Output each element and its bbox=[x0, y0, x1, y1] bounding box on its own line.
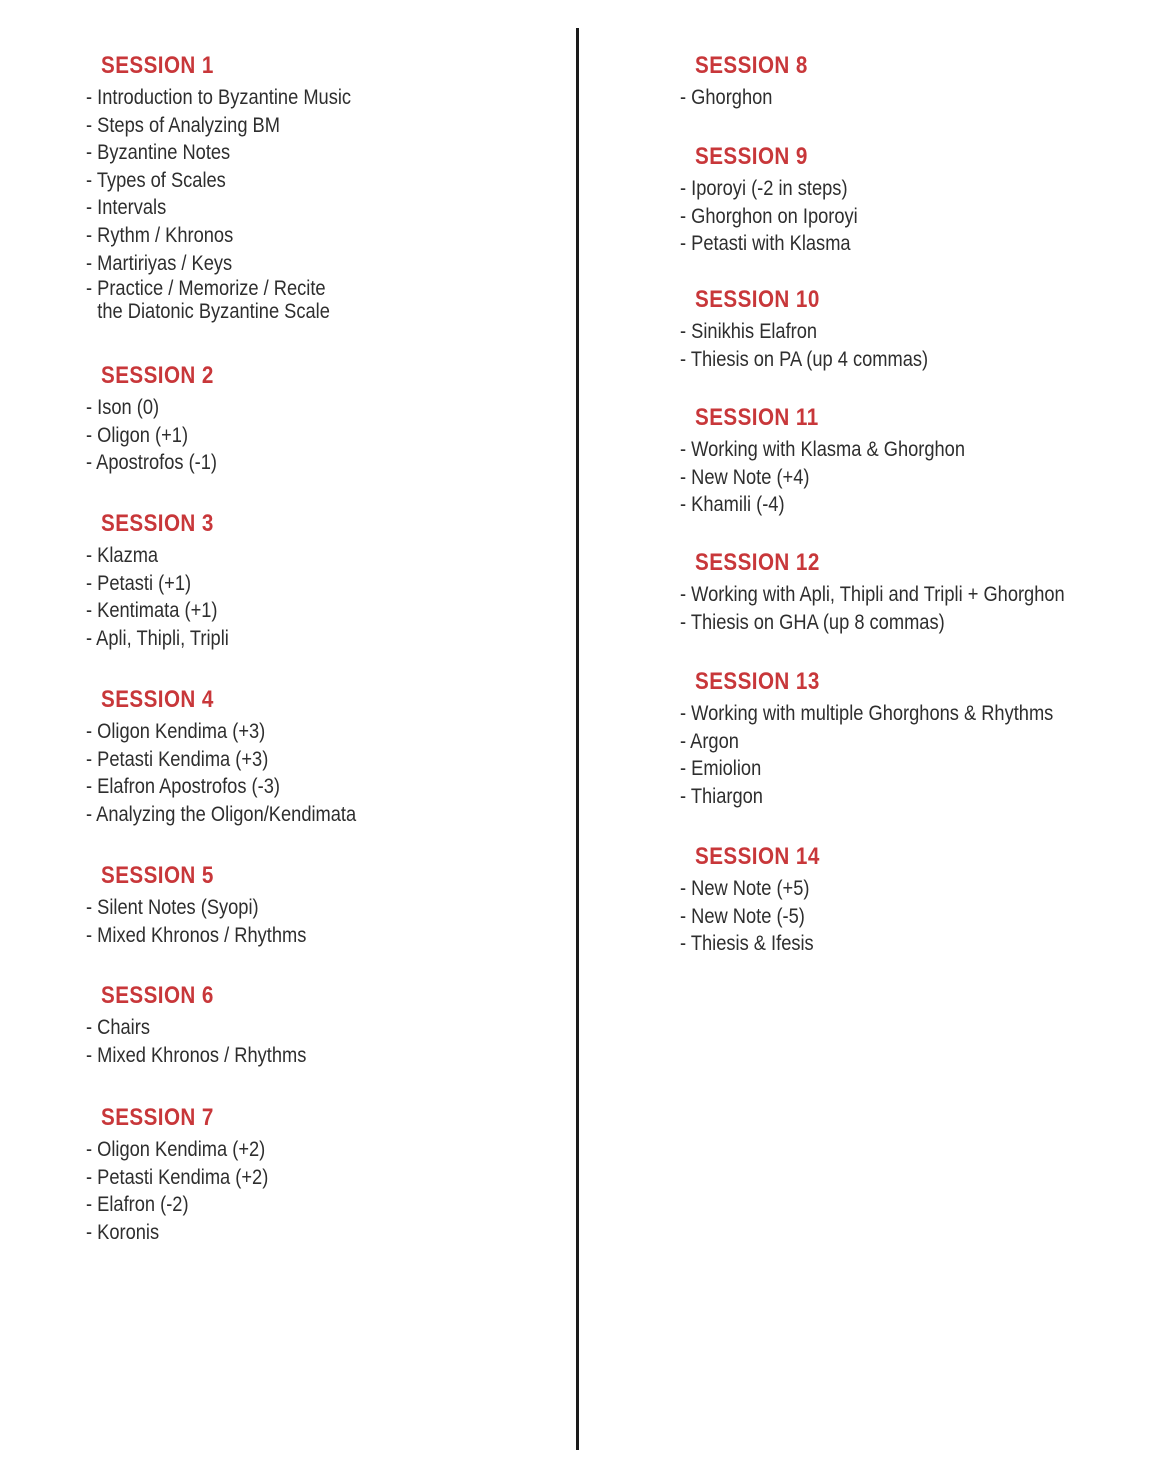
list-item: - Koronis bbox=[86, 1220, 160, 1244]
session-title: SESSION 10 bbox=[695, 286, 820, 313]
list-item: - Martiriyas / Keys bbox=[86, 251, 233, 275]
list-item: - Ghorghon bbox=[680, 86, 773, 109]
list-item: - Steps of Analyzing BM bbox=[86, 113, 280, 137]
topic-list bbox=[86, 1136, 296, 1246]
list-item: - Working with multiple Ghorghons & Rhythms bbox=[680, 702, 1054, 725]
list-item: - Khamili (-4) bbox=[680, 493, 785, 517]
list-item: - Oligon Kendima (+3) bbox=[86, 720, 266, 743]
list-item: - Intervals bbox=[86, 196, 167, 220]
list-item: - Oligon Kendima (+2) bbox=[86, 1138, 266, 1161]
session-title: SESSION 9 bbox=[695, 143, 808, 170]
session-title: SESSION 4 bbox=[101, 686, 214, 713]
session-title: SESSION 12 bbox=[695, 549, 820, 576]
list-item: - Analyzing the Oligon/Kendimata bbox=[86, 802, 357, 826]
list-item: - Apli, Thipli, Tripli bbox=[86, 626, 229, 650]
topic-list bbox=[680, 175, 884, 258]
topic-list bbox=[680, 700, 1109, 810]
topic-list bbox=[86, 84, 391, 323]
list-item: - Types of Scales bbox=[86, 168, 226, 192]
list-item: - Ghorghon on Iporoyi bbox=[680, 204, 858, 228]
list-item: - Kentimata (+1) bbox=[86, 599, 218, 623]
topic-list bbox=[680, 875, 834, 958]
list-item: - Ison (0) bbox=[86, 396, 160, 419]
session-title: SESSION 3 bbox=[101, 510, 214, 537]
session-title: SESSION 14 bbox=[695, 843, 820, 870]
topic-list bbox=[86, 394, 237, 477]
list-item: - Petasti with Klasma bbox=[680, 232, 851, 256]
list-item: - Iporoyi (-2 in steps) bbox=[680, 177, 848, 200]
list-item: - Chairs bbox=[86, 1016, 150, 1039]
list-item: - Emiolion bbox=[680, 757, 762, 781]
list-item: - Byzantine Notes bbox=[86, 141, 231, 165]
session-title: SESSION 2 bbox=[101, 362, 214, 389]
list-item: - Introduction to Byzantine Music bbox=[86, 86, 352, 109]
list-item: - Oligon (+1) bbox=[86, 423, 189, 447]
topic-list bbox=[86, 718, 397, 828]
list-item: - Thiesis on PA (up 4 commas) bbox=[680, 347, 929, 371]
list-item: - Rythm / Khronos bbox=[86, 223, 234, 247]
list-item: - Working with Apli, Thipli and Tripli + Ghorghon bbox=[680, 583, 1065, 606]
session-title: SESSION 7 bbox=[101, 1104, 214, 1131]
list-item: - Petasti (+1) bbox=[86, 571, 192, 595]
list-item: - Mixed Khronos / Rhythms bbox=[86, 923, 307, 947]
column-divider bbox=[576, 28, 579, 1450]
list-item: - Sinikhis Elafron bbox=[680, 320, 818, 343]
list-item: - Thiesis & Ifesis bbox=[680, 932, 814, 956]
topic-list bbox=[680, 436, 1008, 519]
topic-list bbox=[86, 542, 250, 652]
list-item: - New Note (+4) bbox=[680, 465, 810, 489]
list-item: - Practice / Memorize / Recite the Diatonic Byzantine Scale bbox=[86, 277, 330, 324]
topic-list bbox=[680, 581, 1122, 636]
list-item: - Petasti Kendima (+2) bbox=[86, 1165, 269, 1189]
topic-list bbox=[680, 318, 965, 373]
topic-list bbox=[680, 84, 786, 112]
session-title: SESSION 6 bbox=[101, 982, 214, 1009]
list-item: - Elafron Apostrofos (-3) bbox=[86, 775, 280, 799]
list-item: - Thiesis on GHA (up 8 commas) bbox=[680, 610, 945, 634]
list-item: - Silent Notes (Syopi) bbox=[86, 896, 259, 919]
session-title: SESSION 8 bbox=[695, 52, 808, 79]
list-item: - Mixed Khronos / Rhythms bbox=[86, 1043, 307, 1067]
session-title: SESSION 5 bbox=[101, 862, 214, 889]
session-title: SESSION 13 bbox=[695, 668, 820, 695]
list-item: - Petasti Kendima (+3) bbox=[86, 747, 269, 771]
list-item: - Thiargon bbox=[680, 784, 763, 808]
list-item: - Elafron (-2) bbox=[86, 1193, 189, 1217]
list-item: - Working with Klasma & Ghorghon bbox=[680, 438, 966, 461]
topic-list bbox=[86, 894, 339, 949]
list-item: - Klazma bbox=[86, 544, 159, 567]
list-item: - Argon bbox=[680, 729, 739, 753]
session-title: SESSION 11 bbox=[695, 404, 819, 431]
session-title: SESSION 1 bbox=[101, 52, 214, 79]
topic-list bbox=[86, 1014, 339, 1069]
list-item: - Apostrofos (-1) bbox=[86, 451, 217, 475]
list-item: - New Note (-5) bbox=[680, 904, 805, 928]
list-item: - New Note (+5) bbox=[680, 877, 810, 900]
